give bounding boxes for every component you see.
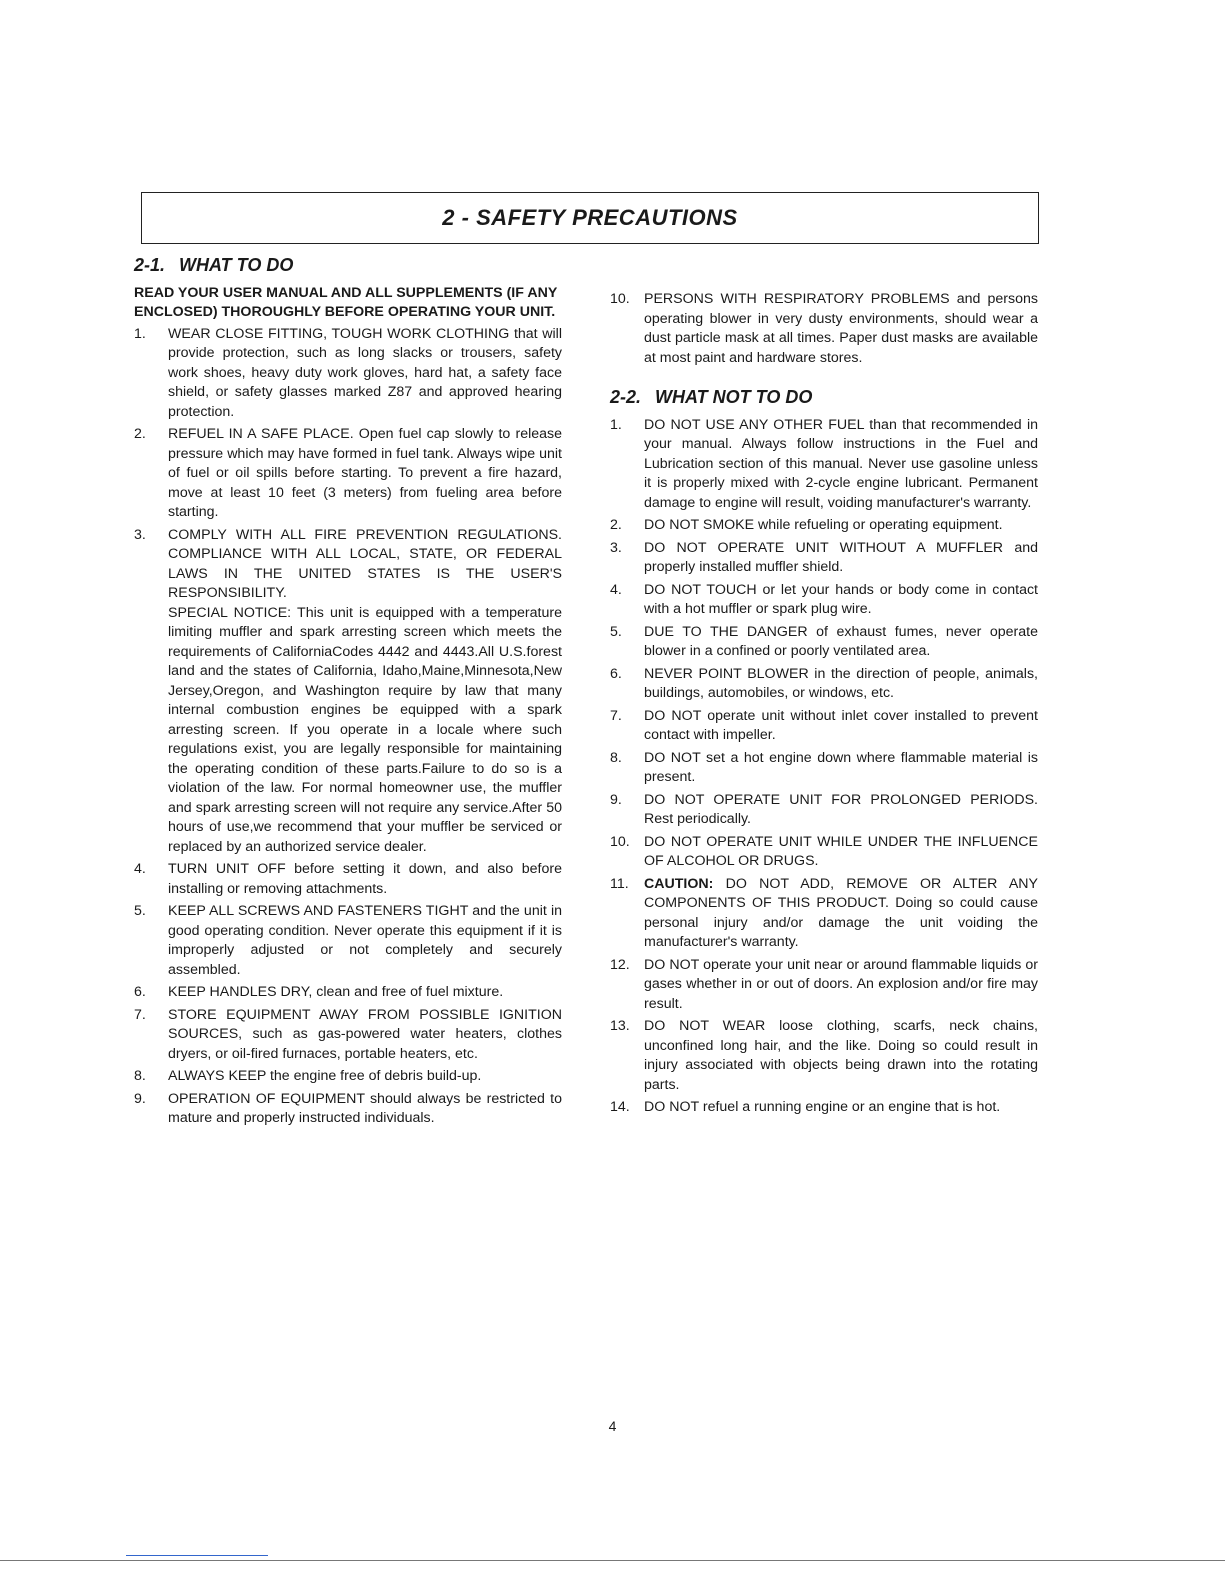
item-number: 3. bbox=[134, 526, 146, 543]
list-item bbox=[134, 1090, 562, 1129]
section-heading-what-not-to-do bbox=[610, 388, 1038, 408]
list-item bbox=[134, 325, 562, 423]
item-number: 4. bbox=[610, 581, 622, 598]
section-number: 2-2. bbox=[610, 387, 642, 407]
list-item bbox=[610, 791, 1038, 830]
item-text: WEAR CLOSE FITTING, TOUGH WORK CLOTHING that will provide protection, such as long slacks or trousers, safety work shoes, heavy duty work gloves, hard hat, a safety face shield, or safety glasses marked Z87 and approved hearing protection. bbox=[168, 325, 562, 420]
item-text: OPERATION OF EQUIPMENT should always be restricted to mature and properly instructed individuals. bbox=[168, 1090, 562, 1126]
item-number: 7. bbox=[610, 707, 622, 724]
list-item bbox=[610, 516, 1038, 536]
list-item bbox=[610, 581, 1038, 620]
item-text: DO NOT set a hot engine down where flammable material is present. bbox=[644, 749, 1038, 785]
item-number: 2. bbox=[610, 517, 622, 533]
item-text: DO NOT refuel a running engine or an engine that is hot. bbox=[644, 1099, 1001, 1115]
item-text: DO NOT USE ANY OTHER FUEL than that recommended in your manual. Always follow instructions in the Fuel and Lubrication section of this manual. Never use gasoline unless it is properly mixed with 2-cycle engine lubricant. Permanent damage to engine will result, voiding manufacturer's warranty. bbox=[644, 416, 1038, 511]
item-text: DO NOT OPERATE UNIT FOR PROLONGED PERIODS. Rest periodically. bbox=[644, 791, 1038, 827]
list-item bbox=[134, 1067, 562, 1087]
list-item bbox=[134, 860, 562, 899]
list-item bbox=[610, 1098, 1038, 1118]
item-text: PERSONS WITH RESPIRATORY PROBLEMS and persons operating blower in very dusty environments, should wear a dust particle mask at all times. Paper dust masks are available at most paint and hardware stores. bbox=[644, 291, 1038, 366]
item-text: KEEP HANDLES DRY, clean and free of fuel mixture. bbox=[168, 984, 504, 1000]
item-text: DO NOT TOUCH or let your hands or body come in contact with a hot muffler or spark plug wire. bbox=[644, 581, 1038, 617]
list-item bbox=[610, 956, 1038, 1015]
item-number: 5. bbox=[134, 903, 146, 919]
item-number: 9. bbox=[610, 791, 622, 808]
item-text: DO NOT WEAR loose clothing, scarfs, neck chains, unconfined long hair, and the like. Doing so could result in injury associated with objects being drawn into the rotating parts. bbox=[644, 1018, 1038, 1093]
bottom-divider bbox=[0, 1560, 1225, 1561]
list-item bbox=[610, 707, 1038, 746]
item-number: 8. bbox=[610, 749, 622, 766]
item-number: 7. bbox=[134, 1006, 146, 1023]
item-text: KEEP ALL SCREWS AND FASTENERS TIGHT and the unit in good operating condition. Never operate this equipment if it is improperly adjusted or not completely and securely assembled. bbox=[168, 903, 562, 978]
item-text: DO NOT OPERATE UNIT WHILE UNDER THE INFLUENCE OF ALCOHOL OR DRUGS. bbox=[644, 833, 1038, 869]
item-text: NEVER POINT BLOWER in the direction of people, animals, buildings, automobiles, or windows, etc. bbox=[644, 665, 1038, 701]
list-item bbox=[134, 983, 562, 1003]
list-item bbox=[134, 902, 562, 980]
item-text: COMPLY WITH ALL FIRE PREVENTION REGULATIONS. COMPLIANCE WITH ALL LOCAL, STATE, OR FEDERAL LAWS IN THE UNITED STATES IS THE USER'S RESPONSIBILITY. bbox=[168, 526, 562, 601]
section-number: 2-1. bbox=[134, 255, 166, 275]
section-title: WHAT TO DO bbox=[179, 255, 294, 275]
item-number: 2. bbox=[134, 426, 146, 442]
list-item bbox=[610, 416, 1038, 514]
item-number: 3. bbox=[610, 539, 622, 556]
item-text: DO NOT OPERATE UNIT WITHOUT A MUFFLER and properly installed muffler shield. bbox=[644, 539, 1038, 575]
page-title-box bbox=[141, 192, 1039, 244]
list-item bbox=[134, 425, 562, 523]
bottom-link-underline bbox=[126, 1555, 268, 1556]
list-item bbox=[134, 1006, 562, 1065]
right-column bbox=[610, 290, 1038, 1121]
special-notice: SPECIAL NOTICE: This unit is equipped with a temperature limiting muffler and spark arresting screen which meets the requirements of CaliforniaCodes 4442 and 4443.All U.S.forest land and the states of California, Idaho,Maine,Minnesota,New Jersey,Oregon, and Washington require by law that many internal combustion engines be equipped with a spark arresting screen. If you operate in a locale where such regulations exist, you are legally responsible for maintaining the operating condition of these parts.Failure to do so is a violation of the law. For normal homeowner use, the muffler and spark arresting screen will not require any service.After 50 hours of use,we recommend that your muffler be serviced or replaced by an authorized service dealer. bbox=[168, 604, 562, 855]
item-number: 6. bbox=[134, 984, 146, 1000]
item-number: 4. bbox=[134, 861, 146, 877]
item-number: 10. bbox=[610, 291, 630, 307]
item-number: 1. bbox=[610, 416, 622, 433]
item-text: TURN UNIT OFF before setting it down, and also before installing or removing attachments. bbox=[168, 861, 562, 897]
section-heading-what-to-do bbox=[134, 256, 562, 276]
item-number: 10. bbox=[610, 833, 630, 850]
item-number: 13. bbox=[610, 1018, 630, 1034]
item-text: DUE TO THE DANGER of exhaust fumes, never operate blower in a confined or poorly ventilated area. bbox=[644, 623, 1038, 659]
item-number: 8. bbox=[134, 1068, 146, 1084]
list-item bbox=[610, 665, 1038, 704]
left-column bbox=[134, 256, 562, 1132]
item-number: 14. bbox=[610, 1099, 630, 1115]
list-item bbox=[610, 749, 1038, 788]
item-text: STORE EQUIPMENT AWAY FROM POSSIBLE IGNITION SOURCES, such as gas-powered water heaters, clothes dryers, or oil-fired furnaces, portable heaters, etc. bbox=[168, 1006, 562, 1062]
list-item bbox=[610, 875, 1038, 953]
section-title: WHAT NOT TO DO bbox=[655, 387, 813, 407]
item-number: 6. bbox=[610, 665, 622, 682]
list-item bbox=[610, 539, 1038, 578]
list-item bbox=[610, 623, 1038, 662]
item-body bbox=[644, 875, 1038, 953]
intro-paragraph: READ YOUR USER MANUAL AND ALL SUPPLEMENTS (IF ANY ENCLOSED) THOROUGHLY BEFORE OPERATING YOUR UNIT. bbox=[134, 284, 558, 320]
item-number: 11. bbox=[610, 875, 629, 892]
list-item bbox=[610, 833, 1038, 872]
item-text: DO NOT ADD, REMOVE OR ALTER ANY COMPONENTS OF THIS PRODUCT. Doing so could cause personal injury and/or damage the unit voiding the manufacturer's warranty. bbox=[644, 875, 1038, 950]
page-title: 2 - SAFETY PRECAUTIONS bbox=[442, 205, 738, 230]
item-text: REFUEL IN A SAFE PLACE. Open fuel cap slowly to release pressure which may have formed in fuel tank. Always wipe unit of fuel or oil spills before starting. To prevent a fire hazard, move at least 10 feet (3 meters) from fueling area before starting. bbox=[168, 426, 562, 520]
item-text: ALWAYS KEEP the engine free of debris build-up. bbox=[168, 1068, 482, 1084]
item-number: 9. bbox=[134, 1090, 146, 1107]
page-number: 4 bbox=[608, 1418, 617, 1434]
caution-label: CAUTION: bbox=[644, 875, 714, 892]
item-number: 5. bbox=[610, 623, 622, 640]
item-number: 1. bbox=[134, 325, 146, 342]
list-item bbox=[610, 1017, 1038, 1095]
item-text: DO NOT operate unit without inlet cover installed to prevent contact with impeller. bbox=[644, 707, 1038, 743]
list-item bbox=[134, 526, 562, 858]
list-item bbox=[610, 290, 1038, 368]
item-text: DO NOT SMOKE while refueling or operating equipment. bbox=[644, 517, 1003, 533]
item-number: 12. bbox=[610, 956, 630, 973]
item-text: DO NOT operate your unit near or around flammable liquids or gases whether in or out of doors. An explosion and/or fire may result. bbox=[644, 956, 1038, 1012]
item-body bbox=[168, 526, 562, 858]
